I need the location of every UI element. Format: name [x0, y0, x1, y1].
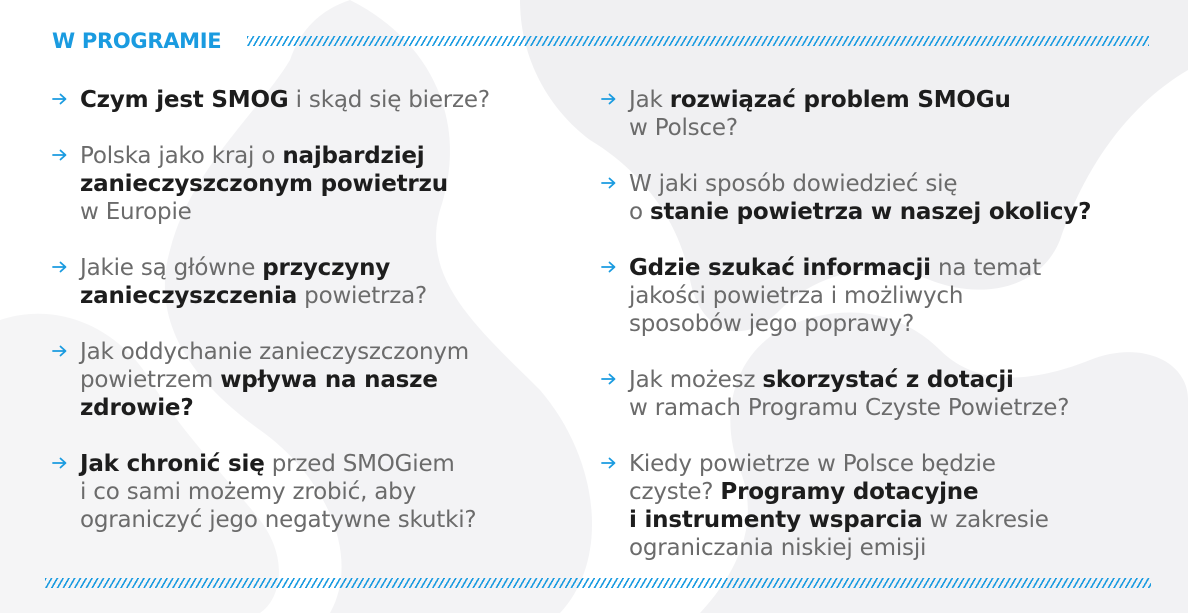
item-text-line [629, 310, 1041, 338]
regular-text: Polska jako kraj o [80, 143, 283, 169]
bold-text: najbardziej [282, 143, 425, 169]
arrow-right-icon [52, 254, 70, 280]
item-text [629, 254, 1041, 338]
bold-text: Jak chronić się [80, 451, 265, 477]
arrow-right-icon [601, 254, 619, 280]
bold-text: zdrowie? [80, 395, 194, 421]
regular-text: o [629, 199, 650, 225]
item-text-line [629, 394, 1069, 422]
bold-text: rozwiązać problem SMOGu [669, 87, 1011, 113]
item-text [80, 450, 476, 534]
item-text-line [80, 142, 448, 170]
item-text [629, 366, 1069, 422]
regular-text: w Polsce? [629, 115, 738, 141]
arrow-right-icon [52, 450, 70, 476]
item-text-line [80, 478, 476, 506]
regular-text: czyste? [629, 479, 721, 505]
item-text [80, 86, 490, 114]
section-title: W PROGRAMIE [52, 29, 222, 53]
regular-text: Jak możesz [629, 367, 763, 393]
regular-text: Jakie są główne [80, 255, 263, 281]
regular-text: W jaki sposób dowiedzieć się [629, 171, 958, 197]
bold-text: Gdzie szukać informacji [629, 255, 931, 281]
arrow-right-icon [601, 450, 619, 476]
bold-text: Programy dotacyjne [720, 479, 979, 505]
item-text-line [629, 114, 1011, 142]
regular-text: przed SMOGiem [264, 451, 455, 477]
item-text-line [629, 86, 1011, 114]
regular-text: ograniczyć jego negatywne skutki? [80, 507, 477, 533]
item-text-line [80, 170, 448, 198]
regular-text: powietrza? [297, 283, 428, 309]
bold-text: i instrumenty wsparcia [629, 507, 923, 533]
item-text-line [629, 450, 1049, 478]
regular-text: jakości powietrza i możliwych [629, 283, 964, 309]
regular-text: na temat [930, 255, 1042, 281]
item-text-line [80, 450, 476, 478]
item-text [629, 86, 1011, 142]
arrow-right-icon [52, 142, 70, 168]
regular-text: i skąd się bierze? [288, 87, 490, 113]
item-text-line [629, 534, 1049, 562]
item-text [629, 170, 1091, 226]
regular-text: i co sami możemy zrobić, aby [80, 479, 416, 505]
header-stripe-divider [247, 36, 1149, 46]
item-text-line [80, 338, 469, 366]
section-header [52, 28, 1152, 54]
bold-text: skorzystać z dotacji [762, 367, 1014, 393]
item-text [80, 142, 448, 226]
bold-text: wpływa na nasze [220, 367, 438, 393]
item-text [80, 254, 427, 310]
bold-text: zanieczyszczenia [80, 283, 298, 309]
item-text-line [629, 198, 1091, 226]
item-text-line [629, 506, 1049, 534]
regular-text: w ramach Programu Czyste Powietrze? [629, 395, 1070, 421]
regular-text: Kiedy powietrze w Polsce będzie [629, 451, 996, 477]
item-text-line [629, 170, 1091, 198]
item-text-line [80, 198, 448, 226]
item-text [629, 450, 1049, 562]
arrow-right-icon [52, 338, 70, 364]
footer-stripe-divider [45, 578, 1151, 588]
regular-text: w Europie [80, 199, 192, 225]
item-text-line [629, 366, 1069, 394]
item-text-line [80, 506, 476, 534]
arrow-right-icon [52, 86, 70, 112]
item-text-line [80, 282, 427, 310]
arrow-right-icon [601, 86, 619, 112]
item-text-line [80, 254, 427, 282]
item-text-line [80, 394, 469, 422]
item-text-line [80, 366, 469, 394]
item-text-line [80, 86, 490, 114]
regular-text: ograniczania niskiej emisji [629, 535, 927, 561]
bold-text: stanie powietrza w naszej okolicy? [649, 199, 1092, 225]
regular-text: w zakresie [922, 507, 1049, 533]
regular-text: sposobów jego poprawy? [629, 311, 915, 337]
bold-text: Czym jest SMOG [80, 87, 289, 113]
bold-text: zanieczyszczonym powietrzu [80, 171, 448, 197]
regular-text: powietrzem [80, 367, 221, 393]
regular-text: Jak [629, 87, 670, 113]
regular-text: Jak oddychanie zanieczyszczonym [80, 339, 469, 365]
item-text-line [629, 478, 1049, 506]
arrow-right-icon [601, 366, 619, 392]
bold-text: przyczyny [262, 255, 391, 281]
arrow-right-icon [601, 170, 619, 196]
item-text [80, 338, 469, 422]
item-text-line [629, 282, 1041, 310]
item-text-line [629, 254, 1041, 282]
